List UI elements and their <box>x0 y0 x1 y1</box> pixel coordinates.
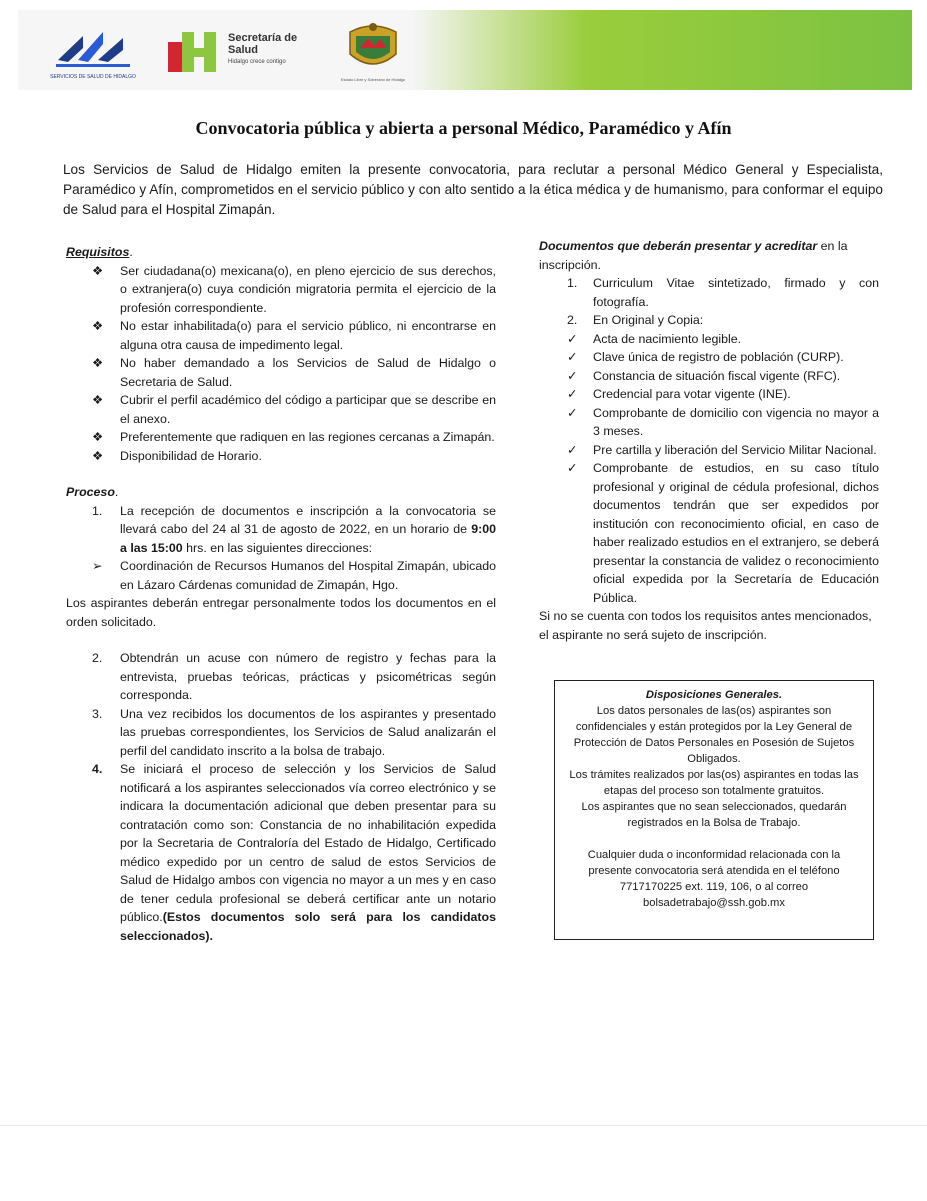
proceso-note: Los aspirantes deberán entregar personalmente todos los documentos en el orden solicitado. <box>66 596 496 629</box>
diamond-bullet-icon: ❖ <box>92 430 104 444</box>
diamond-bullet-icon: ❖ <box>92 319 104 333</box>
step-3-text: Una vez recibidos los documentos de los aspirantes y presentado las pruebas correspondientes, los Servicios de Salud analizarán el perfil del candidato inscrito a la bolsa de trabajo. <box>120 706 496 758</box>
checkmark-icon: ✓ <box>567 350 578 364</box>
step-2-text: Obtendrán un acuse con número de registro y fechas para la entrevista, pruebas teóricas, prácticas y psicométricas según corresponda. <box>120 651 496 702</box>
item-number: 1. <box>567 276 578 290</box>
requisitos-list <box>66 262 496 466</box>
diamond-bullet-icon: ❖ <box>92 393 104 407</box>
proceso-step-3 <box>66 705 496 761</box>
list-item <box>66 447 496 466</box>
list-item <box>539 348 879 367</box>
spacer <box>565 831 863 847</box>
spacer <box>66 631 496 649</box>
checkmark-icon: ✓ <box>567 331 578 346</box>
arrow-bullet-icon: ➢ <box>92 559 103 573</box>
disposiciones-heading: Disposiciones Generales. <box>645 689 783 701</box>
proceso-step-2 <box>66 649 496 705</box>
state-shield-logo <box>338 18 408 86</box>
intro-paragraph: Los Servicios de Salud de Hidalgo emiten la presente convocatoria, para reclutar a personal Médico General y Especialista, Paramédico y Afín, comprometidos en el servicio público y con alto sentido a la ética médica y de humanismo, para conformar el equipo de Salud para el Hospital Zimapán. <box>63 162 883 217</box>
requisito-text: Ser ciudadana(o) mexicana(o), en pleno ejercicio de sus derechos, o extranjera(o) cuya condición migratoria permita el ejercicio de la profesión correspondiente. <box>120 263 496 315</box>
requisito-text: Cubrir el perfil académico del código a participar que se describe en el anexo. <box>120 393 496 426</box>
list-item <box>66 428 496 447</box>
requisitos-heading-line: Requisitos. <box>66 245 133 259</box>
shield-emblem-icon <box>338 18 408 76</box>
requisito-text: Disponibilidad de Horario. <box>120 448 262 463</box>
list-item <box>539 367 879 386</box>
check-text: Comprobante de domicilio con vigencia no mayor a 3 meses. <box>593 405 879 438</box>
proceso-heading: Proceso <box>66 485 115 499</box>
documentos-footer: Si no se cuenta con todos los requisitos antes mencionados, el aspirante no será sujeto de inscripción. <box>539 609 872 642</box>
disposiciones-p3: Los aspirantes que no sean seleccionados, quedarán registrados en la Bolsa de Trabajo. <box>581 801 847 829</box>
list-item <box>539 330 879 349</box>
address-text: Coordinación de Recursos Humanos del Hospital Zimapán, ubicado en Lázaro Cárdenas comunidad de Zimapán, Hgo. <box>120 559 496 592</box>
secretaria-name: Secretaría de Salud <box>228 32 298 56</box>
documentos-heading: Documentos que deberán presentar y acreditar <box>539 239 818 253</box>
step-number: 3. <box>92 706 103 721</box>
secretaria-h-icon <box>168 28 224 78</box>
disposiciones-p1: Los datos personales de las(os) aspirantes son confidenciales y están protegidos por la Ley General de Protección de Datos Personales en Posesión de Sujetos Obligados. <box>573 705 855 765</box>
step-number: 1. <box>92 503 103 518</box>
diamond-bullet-icon: ❖ <box>92 448 104 463</box>
ssh-logo <box>48 18 138 86</box>
state-shield-text: Estado Libre y Soberano de Hidalgo <box>340 77 406 82</box>
page-title: Convocatoria pública y abierta a personal Médico, Paramédico y Afín <box>195 118 732 138</box>
documento-text: En Original y Copia: <box>593 313 704 327</box>
list-item <box>66 354 496 391</box>
list-item <box>66 317 496 354</box>
documento-item-2 <box>539 311 879 330</box>
checkmark-icon: ✓ <box>567 442 578 457</box>
step-4-text: Se iniciará el proceso de selección y los Servicios de Salud notificará a los aspirantes seleccionados vía correo electrónico y se indicara la documentación adicional que deben presentar para su contratación como son: Constancia de no inhabilitación expedida por la Secretaria de Contraloría del Estado de Hidalgo, Certificado médico expedido por un centro de salud de estos Servicios de Salud de Hidalgo ambos con vigencia no mayor a un mes y en caso de tener cedula profesional se deberá certificar ante un notario público. <box>120 762 496 924</box>
step-number: 4. <box>92 762 103 776</box>
disposiciones-box <box>554 680 874 940</box>
diamond-bullet-icon: ❖ <box>92 356 104 370</box>
spacer <box>66 465 496 483</box>
requisito-text: No haber demandado a los Servicios de Salud de Hidalgo o Secretaria de Salud. <box>120 356 496 389</box>
ssh-logo-text: SERVICIOS DE SALUD DE HIDALGO <box>50 74 136 80</box>
documento-item-1 <box>539 274 879 311</box>
secretaria-tagline: Hidalgo crece contigo <box>228 59 286 65</box>
ssh-logo-icon <box>48 18 138 74</box>
step-1-hours: 9:00 a las 15:00 <box>120 522 496 555</box>
list-item <box>66 391 496 428</box>
check-text: Comprobante de estudios, en su caso título profesional y original de cédula profesional, dichos documentos tendrán que ser expedidos por institución con reconocimiento oficial, en caso de haber realizado estudios en el extranjero, se deberá presentar la constancia de validez o reconocimiento oficial expedida por la Secretaría de Educación Pública. <box>593 461 879 605</box>
address-item <box>66 557 496 594</box>
checkmark-icon: ✓ <box>567 368 578 383</box>
check-text: Credencial para votar vigente (INE). <box>593 387 791 401</box>
disposiciones-p2: Los trámites realizados por las(os) aspirantes en todas las etapas del proceso son totalmente gratuitos. <box>569 769 859 797</box>
checkmark-icon: ✓ <box>567 387 578 401</box>
step-number: 2. <box>92 651 103 665</box>
disposiciones-contact: Cualquier duda o inconformidad relacionada con la presente convocatoria será atendida en el teléfono 7717170225 ext. 119, 106, o al correo bolsadetrabajo@ssh.gob.mx <box>587 849 841 909</box>
check-text: Acta de nacimiento legible. <box>593 331 742 346</box>
check-text: Clave única de registro de población (CURP). <box>593 350 844 364</box>
list-item <box>539 459 879 607</box>
header-green-band <box>412 10 912 90</box>
page-bottom-margin <box>0 1125 927 1201</box>
step-1-text-b: hrs. en las siguientes direcciones: <box>182 540 373 555</box>
header-banner <box>18 10 912 90</box>
left-column <box>66 243 496 945</box>
requisitos-heading: Requisitos <box>66 245 130 259</box>
list-item <box>539 385 879 404</box>
checkmark-icon: ✓ <box>567 405 578 420</box>
list-item <box>539 441 879 460</box>
requisito-text: Preferentemente que radiquen en las regiones cercanas a Zimapán. <box>120 430 495 444</box>
checkmark-icon: ✓ <box>567 461 578 475</box>
step-4-bold-note: (Estos documentos solo será para los candidatos seleccionados). <box>120 910 496 943</box>
proceso-step-4 <box>66 760 496 945</box>
proceso-step-1 <box>66 502 496 558</box>
requisito-text: No estar inhabilitada(o) para el servicio público, ni encontrarse en alguna otra causa de impedimento legal. <box>120 319 496 352</box>
check-text: Pre cartilla y liberación del Servicio Militar Nacional. <box>593 442 877 457</box>
documento-text: Curriculum Vitae sintetizado, firmado y con fotografía. <box>593 276 879 309</box>
item-number: 2. <box>567 313 578 327</box>
list-item <box>66 262 496 318</box>
list-item <box>539 404 879 441</box>
documentos-heading-tail: en la inscripción. <box>539 239 848 272</box>
secretaria-logo <box>168 28 318 80</box>
proceso-heading-line: Proceso. <box>66 485 119 499</box>
right-column <box>539 237 879 644</box>
step-1-text-a: La recepción de documentos e inscripción a la convocatoria se llevará cabo del 24 al 31 de agosto de 2022, en un horario de <box>120 503 496 536</box>
diamond-bullet-icon: ❖ <box>92 263 104 278</box>
documentos-heading-line <box>539 237 879 274</box>
check-text: Constancia de situación fiscal vigente (RFC). <box>593 368 841 383</box>
